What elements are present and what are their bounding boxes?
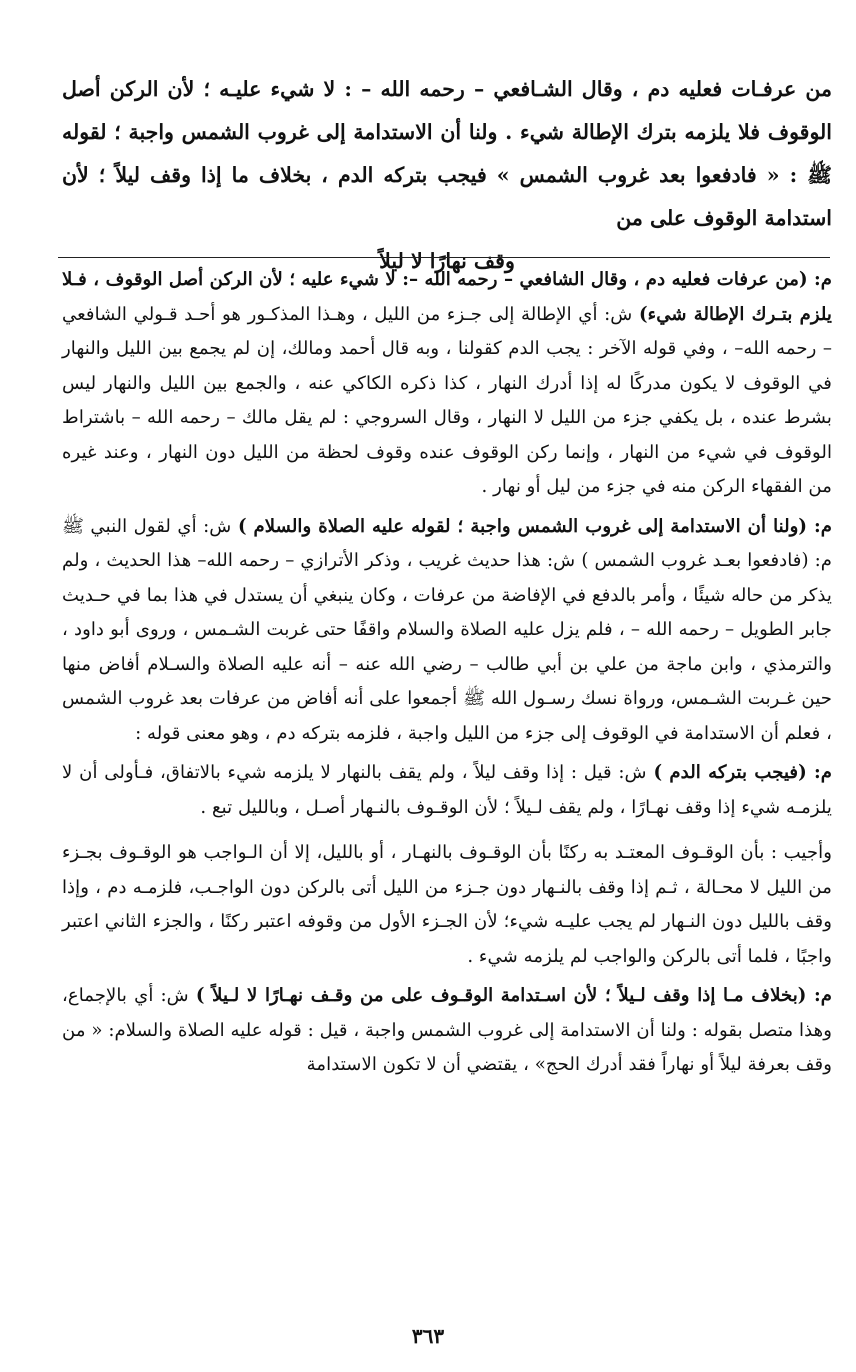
commentary-paragraph-3 [62,756,832,825]
main-text-body: من عرفـات فعليه دم ، وقال الشـافعي – رحمه الله – : لا شيء عليـه ؛ لأن الركن أصل الوقوف فلا يلزمه بترك الإطالة شيء . ولنا أن الاستدامة إلى غروب الشمس واجبة ؛ لقوله ﷺ : « فادفعوا بعد غروب الشمس » فيجب بتركه الدم ، بخلاف ما إذا وقف ليلاً ؛ لأن استدامة الوقوف على من [62,77,832,230]
main-text [62,68,832,283]
commentary-paragraph-2 [62,510,832,752]
page-number: ٣٦٣ [411,1324,445,1348]
quoted-matn: م: (بخلاف مـا إذا وقف لـيلاً ؛ لأن اسـتدامة الوقـوف على من وقـف نهـارًا لا لـيلاً ) [195,985,832,1006]
quoted-matn: م: (فيجب بتركه الدم ) [653,762,832,783]
main-text-last-line: وقف نهارًا لا ليلاً [379,249,515,273]
commentary-paragraph-4 [62,836,832,974]
commentary-paragraph-1 [62,263,832,505]
quoted-matn: م: (من عرفات فعليه دم ، وقال الشافعي – رحمه الله –: لا شيء عليه ؛ لأن الركن أصل الوقوف ، فـلا يلزم بتـرك الإطالة شيء) [62,269,832,325]
commentary-text: ش: أي الإطالة إلى جـزء من الليل ، وهـذا المذكـور هو أحـد قـولي الشافعي – رحمه الله– ، وفي قوله الآخر : يجب الدم كقولنا ، وبه قال أحمد ومالك، إن لم يجمع بين الليل والنهار في الوقوف لا يكون مدركًا له إذا أدرك النهار ، كذا ذكره الكاكي عنه ، والجمع بين الليل والنهار ليس بشرط عنده ، بل يكفي جزء من الليل لا النهار ، وقال السروجي : لم يقل مالك – رحمه الله – باشتراط الوقوف في شيء من النهار ، وإنما ركن الوقوف عنده وقوف لحظة من الليل دون النهار ، وعند غيره من الفقهاء الركن منه في جزء من ليل أو نهار . [62,303,832,497]
commentary-text: ش: أي لقول النبي ﷺ م: (فادفعوا بعـد غروب الشمس ) ش: هذا حديث غريب ، وذكر الأترازي – رحمه الله– هذا الحديث ، ولم يذكر من حاله شيئًا ، وأمر بالدفع في الإفاضة من عرفات ، وكان ينبغي أن يستدل في هذا بما في حـديث جابر الطويل – رحمه الله – ، فلم يزل عليه الصلاة والسلام واقفًا حتى غربت الشـمس ، وروى أبو داود ، والترمذي ، وابن ماجة من علي بن أبي طالب – رضي الله عنه – أنه عليه الصلاة والسـلام أفاض منها حين غـربت الشـمس، ورواة نسك رسـول الله ﷺ أجمعوا على أنه أفاض من عرفات بعد غروب الشمس ، فعلم أن الاستدامة في الوقوف إلى جزء من الليل واجبة ، فلزمه بتركه دم ، وهو معنى قوله : [62,515,832,744]
commentary-text: ش: أي بالإجماع، وهذا متصل بقوله : ولنا أن الاستدامة إلى غروب الشمس واجبة ، قيل : قوله عليه الصلاة والسلام: « من وقف بعرفة ليلاً أو نهاراً فقد أدرك الحج» ، يقتضي أن لا تكون الاستدامة [62,985,832,1075]
separator-line [58,257,830,258]
commentary-text: ش: قيل : إذا وقف ليلاً ، ولم يقف بالنهار لا يلزمه شيء بالاتفاق، فـأولى أن لا يلزمـه شيء إذا وقف نهـارًا ، ولم يقف لـيلاً ؛ لأن الوقـوف بالنـهار أصـل ، وبالليل تبع . [62,762,832,818]
commentary-text: وأجيب : بأن الوقـوف المعتـد به ركنًا بأن الوقـوف بالنهـار ، أو بالليل، إلا أن الـواجب هو الوقـوف بجـزء من الليل لا محـالة ، ثـم إذا وقف بالنـهار دون جـزء من الليل أتى بالركن دون الواجـب، فلزمـه دم ، وإذا وقف بالليل دون النـهار لم يجب عليـه شيء؛ لأن الجـزء الأول من وقوفه اعتبر ركنًا ، والجزء الثاني اعتبر واجبًا ، فلما أتى بالركن والواجب لم يلزمه شيء . [62,842,832,967]
commentary-paragraph-5 [62,979,832,1083]
commentary [62,263,832,1088]
quoted-matn: م: (ولنا أن الاستدامة إلى غروب الشمس واجبة ؛ لقوله عليه الصلاة والسلام ) [237,515,832,537]
